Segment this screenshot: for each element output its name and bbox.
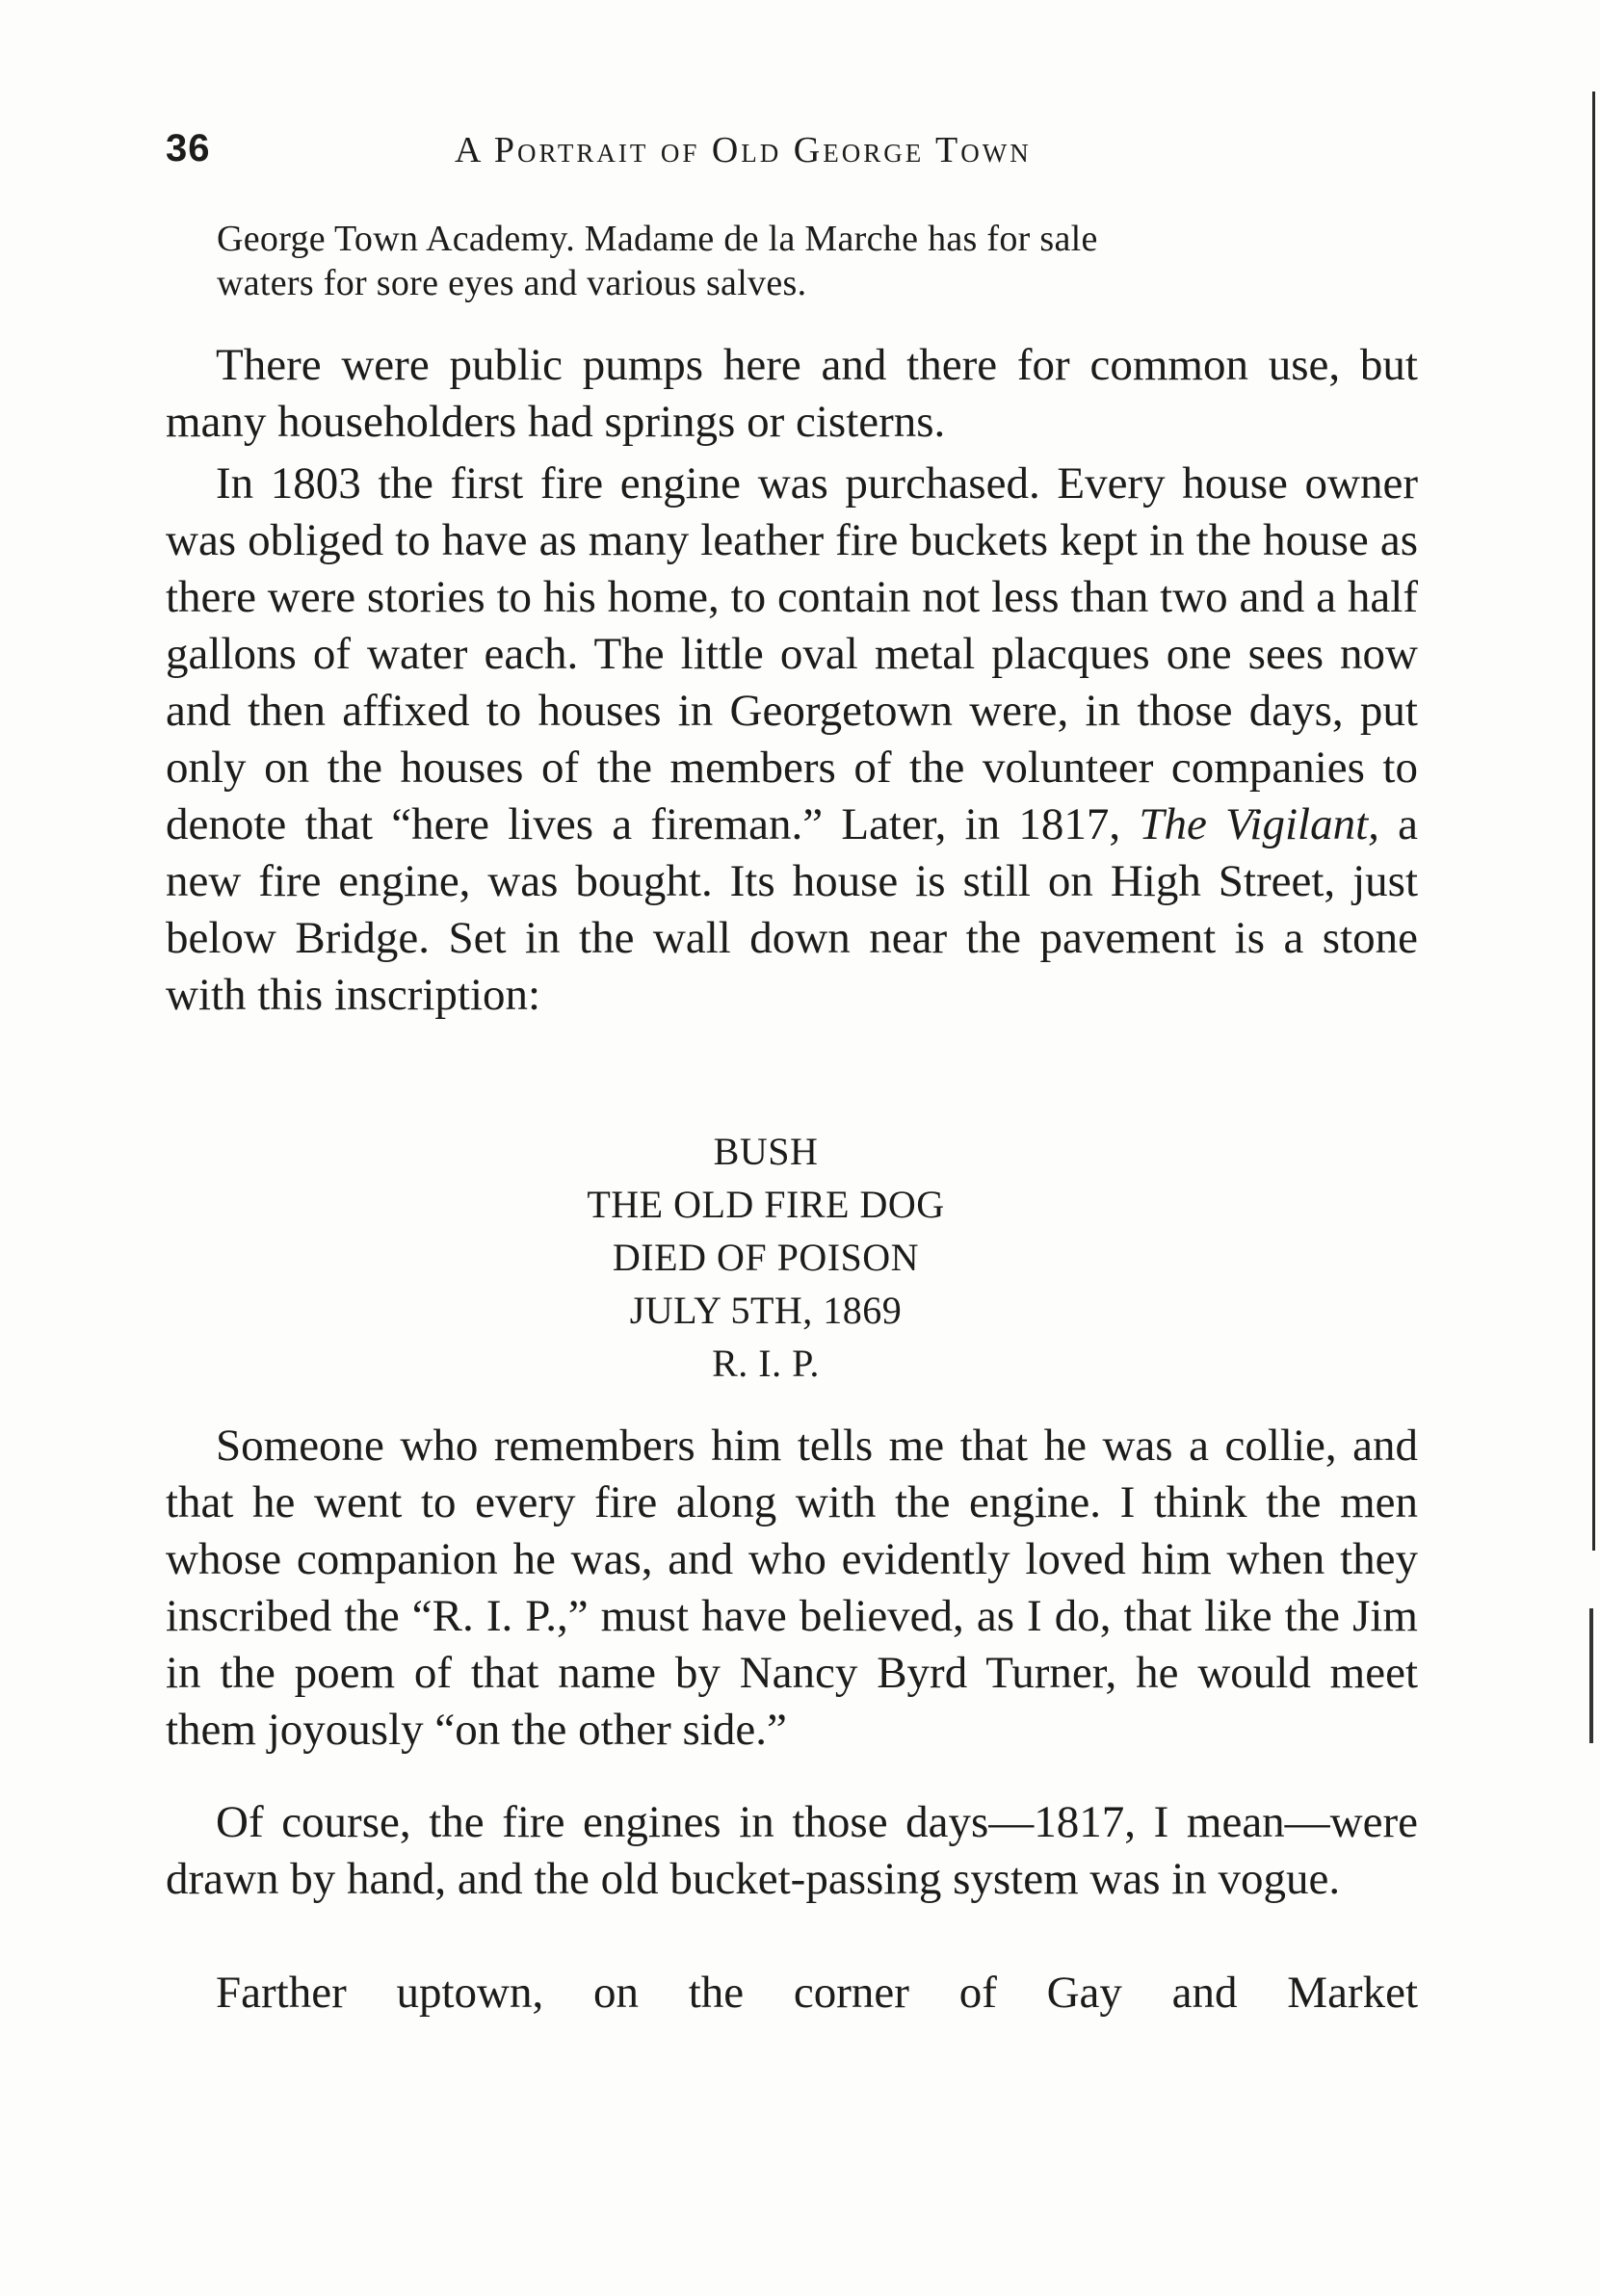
- quote-line-2: waters for sore eyes and various salves.: [217, 263, 807, 303]
- page-number: 36: [166, 127, 211, 170]
- paragraph-2: [166, 456, 1418, 1024]
- stone-inscription: [414, 1125, 1117, 1390]
- paragraph-1: [166, 337, 1418, 451]
- paragraph-2-text: [166, 456, 1418, 1024]
- inscription-line-4: JULY 5TH, 1869: [629, 1289, 903, 1332]
- paragraph-4-text: Of course, the fire engines in those days—1817, I mean—were drawn by hand, and the old bucket-passing system was in vogue.: [166, 1797, 1418, 1904]
- quoted-excerpt: [217, 217, 1373, 305]
- inscription-line-2: THE OLD FIRE DOG: [587, 1183, 945, 1226]
- paragraph-3-text: Someone who remembers him tells me that he was a collie, and that he went to every fire along with the engine. I think the men whose companion he was, and who evidently loved him when they inscribed the “R. I. P.,” must have believed, as I do, that like the Jim in the poem of that name by Nancy Byrd Turner, he would meet them joyously “on the other side.”: [166, 1421, 1418, 1755]
- inscription-line-1: BUSH: [713, 1130, 819, 1173]
- paragraph-5: [166, 1965, 1418, 2022]
- paragraph-5-text: Farther uptown, on the corner of Gay and Market: [216, 1968, 1418, 2018]
- paragraph-4: [166, 1794, 1418, 1908]
- scan-edge-mark: [1589, 1608, 1593, 1743]
- inscription-line-3: DIED OF POISON: [612, 1236, 920, 1279]
- vessel-name-italic: The Vigilant,: [1139, 799, 1379, 849]
- page-header: [166, 123, 1418, 181]
- running-title: A Portrait of Old George Town: [455, 130, 1032, 170]
- scan-edge-line: [1592, 91, 1595, 1551]
- paragraph-3: [166, 1418, 1418, 1759]
- inscription-line-5: R. I. P.: [712, 1342, 820, 1385]
- paragraph-1-text: There were public pumps here and there for common use, but many householders had springs or cisterns.: [166, 340, 1418, 447]
- quote-line-1: George Town Academy. Madame de la Marche has for sale: [217, 219, 1098, 259]
- paragraph-2-part-b: a new fire engine, was bought. Its house is still on High Street, just below Bridge. Set in the wall down near the pavement is a stone with this inscription:: [166, 799, 1418, 1020]
- paragraph-2-part-a: In 1803 the first fire engine was purchased. Every house owner was obliged to have as many leather fire buckets kept in the house as there were stories to his home, to contain not less than two and a half gallons of water each. The little oval metal placques one sees now and then affixed to houses in Georgetown were, in those days, put only on the houses of the members of the volunteer companies to denote that “here lives a fireman.” Later, in 1817,: [166, 458, 1418, 849]
